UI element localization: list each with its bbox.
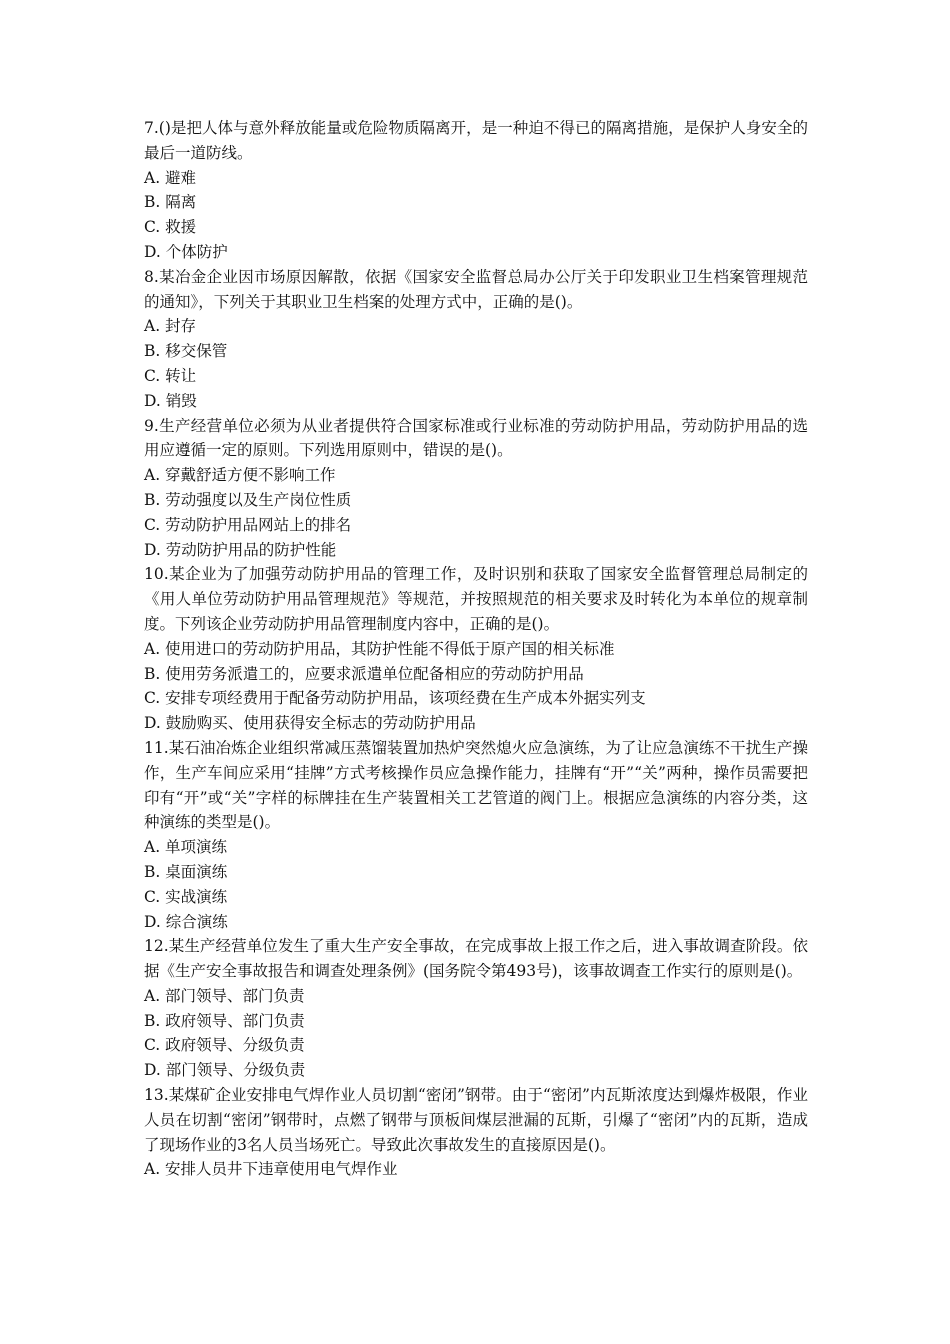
question-block xyxy=(144,736,808,934)
question-stem: 13.某煤矿企业安排电气焊作业人员切割“密闭”钢带。由于“密闭”内瓦斯浓度达到爆炸极限，作业人员在切割“密闭”钢带时，点燃了钢带与顶板间煤层泄漏的瓦斯，引爆了“密闭”内的瓦斯，造成了现场作业的3名人员当场死亡。导致此次事故发生的直接原因是()。 xyxy=(144,1086,808,1154)
answer-option: A. 穿戴舒适方便不影响工作 xyxy=(144,466,336,485)
answer-option: D. 销毁 xyxy=(144,391,197,410)
answer-option: B. 使用劳务派遣工的，应要求派遣单位配备相应的劳动防护用品 xyxy=(144,664,584,683)
answer-option: D. 鼓励购买、使用获得安全标志的劳动防护用品 xyxy=(144,714,476,733)
exam-page xyxy=(144,116,808,1182)
question-stem: 11.某石油冶炼企业组织常减压蒸馏装置加热炉突然熄火应急演练，为了让应急演练不干扰生产操作，生产车间应采用“挂牌”方式考核操作员应急操作能力，挂牌有“开”“关”两种，操作员需要把印有“开”或“关”字样的标牌挂在生产装置相关工艺管道的阀门上。根据应急演练的内容分类，这种演练的类型是()。 xyxy=(144,738,808,832)
question-block xyxy=(144,265,808,414)
question-block xyxy=(144,414,808,563)
answer-option: D. 劳动防护用品的防护性能 xyxy=(144,540,337,559)
answer-option: D. 个体防护 xyxy=(144,242,228,261)
question-stem: 12.某生产经营单位发生了重大生产安全事故，在完成事故上报工作之后，进入事故调查阶段。依据《生产安全事故报告和调查处理条例》(国务院令第493号)，该事故调查工作实行的原则是()。 xyxy=(144,937,808,981)
question-block xyxy=(144,934,808,1083)
answer-option: A. 安排人员井下违章使用电气焊作业 xyxy=(144,1160,398,1179)
answer-option: A. 部门领导、部门负责 xyxy=(144,986,305,1005)
answer-option: C. 政府领导、分级负责 xyxy=(144,1036,305,1055)
question-stem: 10.某企业为了加强劳动防护用品的管理工作，及时识别和获取了国家安全监督管理总局制定的《用人单位劳动防护用品管理规范》等规范，并按照规范的相关要求及时转化为本单位的规章制度。下列该企业劳动防护用品管理制度内容中，正确的是()。 xyxy=(144,565,808,633)
answer-option: C. 救援 xyxy=(144,218,197,237)
question-stem: 7.()是把人体与意外释放能量或危险物质隔离开，是一种迫不得已的隔离措施，是保护人身安全的最后一道防线。 xyxy=(144,119,808,162)
answer-option: C. 转让 xyxy=(144,366,197,385)
answer-option: B. 隔离 xyxy=(144,193,197,212)
question-block xyxy=(144,116,808,265)
answer-option: B. 劳动强度以及生产岗位性质 xyxy=(144,490,352,509)
answer-option: C. 安排专项经费用于配备劳动防护用品，该项经费在生产成本外据实列支 xyxy=(144,689,646,708)
question-block xyxy=(144,562,808,736)
question-stem: 8.某冶金企业因市场原因解散，依据《国家安全监督总局办公厅关于印发职业卫生档案管理规范的通知》，下列关于其职业卫生档案的处理方式中，正确的是()。 xyxy=(144,267,808,311)
answer-option: B. 移交保管 xyxy=(144,342,228,361)
answer-option: B. 桌面演练 xyxy=(144,862,228,881)
question-stem: 9.生产经营单位必须为从业者提供符合国家标准或行业标准的劳动防护用品，劳动防护用品的选用应遵循一定的原则。下列选用原则中，错误的是()。 xyxy=(144,416,808,460)
answer-option: C. 实战演练 xyxy=(144,887,228,906)
answer-option: A. 封存 xyxy=(144,317,197,336)
answer-option: C. 劳动防护用品网站上的排名 xyxy=(144,515,352,534)
answer-option: A. 避难 xyxy=(144,168,197,187)
question-block xyxy=(144,1083,808,1182)
answer-option: A. 单项演练 xyxy=(144,838,228,857)
answer-option: D. 综合演练 xyxy=(144,912,228,931)
answer-option: D. 部门领导、分级负责 xyxy=(144,1061,306,1080)
answer-option: A. 使用进口的劳动防护用品，其防护性能不得低于原产国的相关标准 xyxy=(144,639,615,658)
answer-option: B. 政府领导、部门负责 xyxy=(144,1011,305,1030)
